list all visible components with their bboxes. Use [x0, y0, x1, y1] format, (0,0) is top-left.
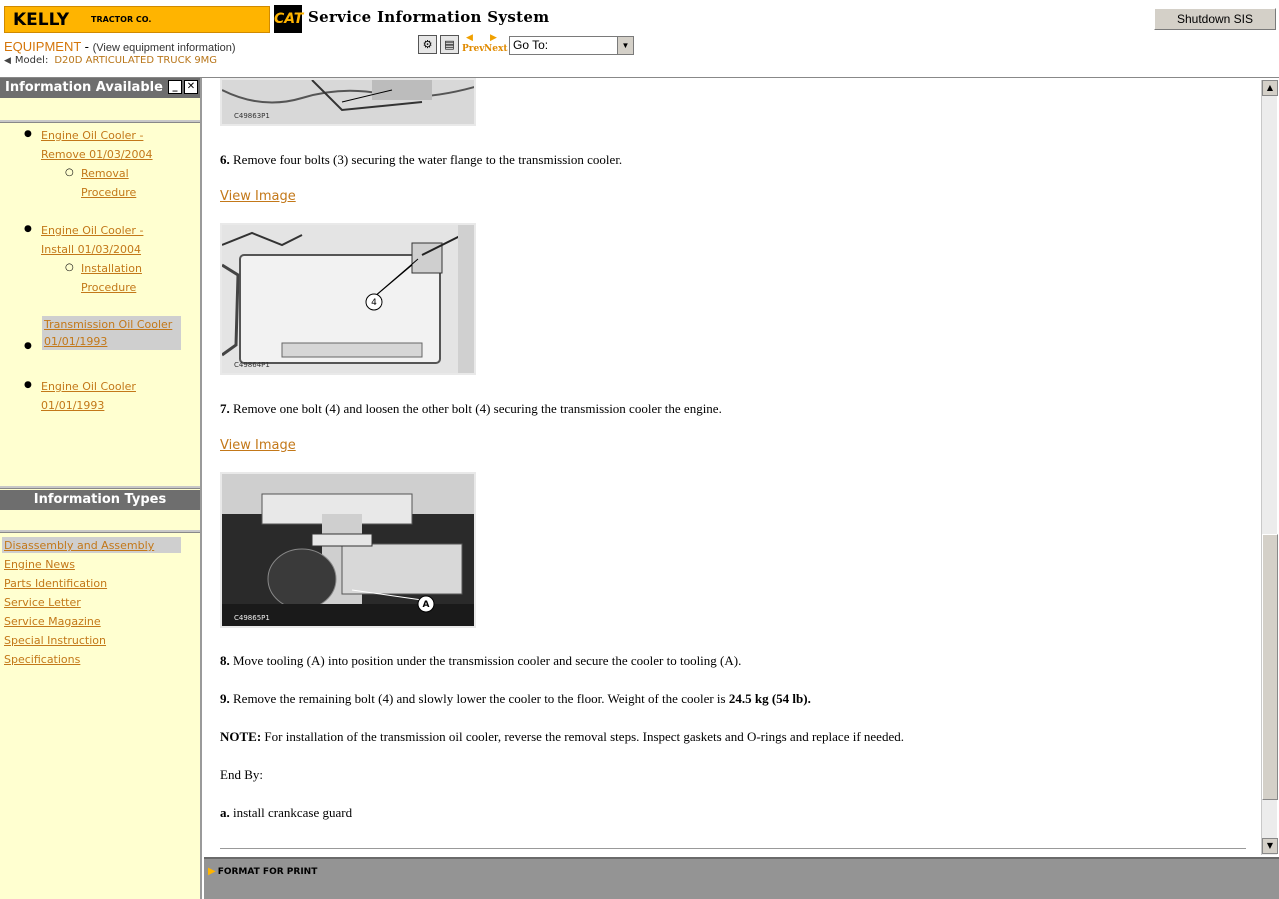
- ia-item-transmission-oil-cooler-date[interactable]: 01/01/1993: [44, 335, 108, 348]
- arrow-right-icon: ▶: [208, 866, 216, 877]
- view-image-link[interactable]: View Image: [220, 189, 296, 204]
- app-title: Service Information System: [308, 8, 550, 26]
- step-text: Remove four bolts (3) securing the water flange to the transmission cooler.: [229, 152, 623, 167]
- next-arrow-icon[interactable]: ▶: [490, 33, 497, 43]
- document-icon[interactable]: ▤: [440, 35, 459, 54]
- goto-value: Go To:: [513, 38, 549, 52]
- model-line: [4, 55, 217, 66]
- ia-subitem-installation[interactable]: Installation: [81, 262, 142, 275]
- panel-divider: [0, 486, 200, 489]
- prev-next-nav: [462, 33, 506, 55]
- settings-gear-icon[interactable]: ⚙: [418, 35, 437, 54]
- end-by-label: End By:: [220, 767, 263, 782]
- end-by-item: [220, 805, 352, 821]
- ia-subitem-removal[interactable]: Removal: [81, 167, 129, 180]
- step-9: [220, 691, 811, 707]
- bullet-icon: ●: [24, 224, 32, 234]
- format-for-print-link[interactable]: [208, 866, 317, 877]
- model-label: Model:: [14, 55, 49, 66]
- step-7: [220, 401, 722, 417]
- cooler-weight: 24.5 kg (54 lb).: [728, 691, 811, 706]
- ia-item-engine-oil-cooler-install-date[interactable]: Install 01/03/2004: [41, 243, 142, 256]
- prev-arrow-icon[interactable]: ◀: [466, 33, 473, 43]
- bullet-icon: ●: [24, 380, 32, 390]
- main-content: [204, 78, 1279, 855]
- figure-label: C49864P1: [234, 361, 270, 369]
- info-available-list: [0, 126, 200, 486]
- format-for-print-label: FORMAT FOR PRINT: [217, 867, 318, 877]
- chevron-down-icon[interactable]: ▼: [617, 37, 633, 54]
- scroll-down-icon[interactable]: ▼: [1262, 838, 1278, 854]
- step-text: Move tooling (A) into position under the transmission cooler and secure the cooler to tooling (A).: [229, 653, 742, 668]
- info-type-service-letter[interactable]: Service Letter: [4, 596, 81, 609]
- panel-divider: [0, 120, 200, 123]
- ia-item-engine-oil-cooler-remove[interactable]: Engine Oil Cooler -: [41, 129, 144, 142]
- logo-kelly-text: KELLY: [13, 10, 70, 30]
- end-item-number: a.: [220, 805, 230, 820]
- scroll-up-icon[interactable]: ▲: [1262, 80, 1278, 96]
- header: [0, 0, 1279, 78]
- info-type-parts-identification[interactable]: Parts Identification: [4, 577, 108, 590]
- figure-c49865p1[interactable]: [220, 472, 476, 628]
- step-text: Remove the remaining bolt (4) and slowly lower the cooler to the floor. Weight of the cooler is: [229, 691, 729, 706]
- kelly-tractor-logo: [4, 6, 270, 33]
- info-type-specifications[interactable]: Specifications: [4, 653, 81, 666]
- bottom-bar: [204, 857, 1279, 899]
- step-text: Remove one bolt (4) and loosen the other bolt (4) securing the transmission cooler the engine.: [229, 401, 722, 416]
- figure-illustration: [222, 225, 476, 375]
- end-item-text: install crankcase guard: [229, 805, 353, 820]
- info-type-service-magazine[interactable]: Service Magazine: [4, 615, 101, 628]
- figure-label: C49863P1: [234, 112, 270, 120]
- note-text: For installation of the transmission oil cooler, reverse the removal steps. Inspect gaskets and O-rings and replace if needed.: [261, 729, 904, 744]
- bullet-icon: ●: [24, 341, 32, 351]
- model-value: D20D ARTICULATED TRUCK 9MG: [54, 55, 218, 66]
- info-type-special-instruction[interactable]: Special Instruction: [4, 634, 107, 647]
- next-button[interactable]: Next: [484, 44, 508, 54]
- step-8: [220, 653, 741, 669]
- back-arrow-icon[interactable]: ◀: [4, 56, 11, 66]
- info-type-disassembly-and-assembly[interactable]: Disassembly and Assembly: [4, 539, 155, 552]
- close-icon[interactable]: ✕: [184, 80, 198, 94]
- scroll-thumb[interactable]: [1262, 534, 1278, 800]
- step-number: 8.: [220, 653, 230, 668]
- step-number: 6.: [220, 152, 230, 167]
- figure-illustration: [222, 474, 476, 628]
- info-type-engine-news[interactable]: Engine News: [4, 558, 75, 571]
- ia-item-engine-oil-cooler-install[interactable]: Engine Oil Cooler -: [41, 224, 144, 237]
- callout-a: A: [422, 600, 430, 610]
- callout-4: 4: [371, 298, 377, 308]
- ia-item-engine-oil-cooler-date[interactable]: 01/01/1993: [41, 399, 105, 412]
- note-label: NOTE:: [220, 729, 262, 744]
- note: [220, 729, 904, 745]
- step-number: 9.: [220, 691, 230, 706]
- view-equipment-info-link[interactable]: (View equipment information): [92, 42, 236, 54]
- equipment-separator: -: [81, 39, 93, 54]
- shutdown-sis-button[interactable]: Shutdown SIS: [1154, 8, 1276, 30]
- cat-logo: CAT: [274, 5, 302, 33]
- step-number: 7.: [220, 401, 230, 416]
- circle-bullet-icon: ○: [65, 262, 74, 273]
- equipment-line: [4, 39, 236, 54]
- circle-bullet-icon: ○: [65, 167, 74, 178]
- step-6: [220, 152, 622, 168]
- ia-item-transmission-oil-cooler[interactable]: Transmission Oil Cooler: [44, 318, 173, 331]
- figure-c49864p1[interactable]: [220, 223, 476, 375]
- info-available-header: [0, 78, 200, 98]
- prev-button[interactable]: Prev: [462, 44, 485, 54]
- left-panel: [0, 78, 202, 899]
- figure-label: C49865P1: [234, 614, 270, 622]
- panel-divider: [0, 530, 200, 533]
- view-image-link[interactable]: View Image: [220, 438, 296, 453]
- horizontal-rule: [220, 848, 1246, 849]
- figure-c49863p1: [220, 78, 476, 126]
- ia-item-engine-oil-cooler-remove-date[interactable]: Remove 01/03/2004: [41, 148, 153, 161]
- equipment-label[interactable]: EQUIPMENT: [4, 39, 82, 54]
- minimize-icon[interactable]: _: [168, 80, 182, 94]
- logo-tractor-text: TRACTOR CO.: [91, 15, 152, 24]
- info-types-header: Information Types: [0, 490, 200, 510]
- goto-select[interactable]: [509, 36, 634, 55]
- info-available-title: Information Available: [5, 80, 163, 95]
- bullet-icon: ●: [24, 129, 32, 139]
- vertical-scrollbar[interactable]: [1261, 80, 1277, 855]
- ia-subitem-removal-procedure[interactable]: Procedure: [81, 186, 137, 199]
- ia-subitem-installation-procedure[interactable]: Procedure: [81, 281, 137, 294]
- ia-item-engine-oil-cooler[interactable]: Engine Oil Cooler: [41, 380, 136, 393]
